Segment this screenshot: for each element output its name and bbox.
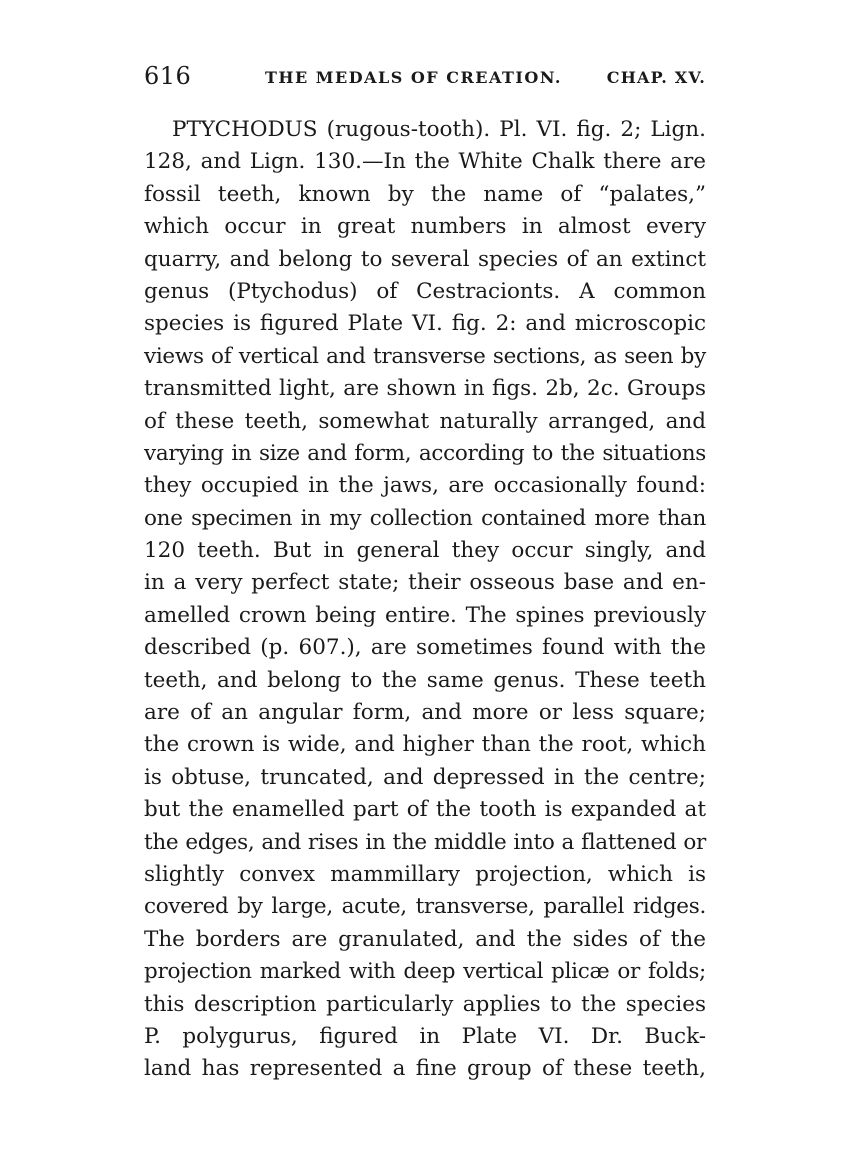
text-line: in a very perfect state; their osseous base and en- [144,570,706,596]
running-title: THE MEDALS OF CREATION. [265,68,562,87]
text-line: The borders are granulated, and the sides of the [144,926,706,952]
text-line: 128, and Lign. 130.—In the White Chalk there are [144,149,706,175]
text-line: one specimen in my collection contained more than [144,505,706,531]
text-line: covered by large, acute, transverse, parallel ridges. [144,894,706,920]
text-line: the edges, and rises in the middle into a flattened or [144,829,706,855]
text-line: transmitted light, are shown in figs. 2b, 2c. Groups [144,376,706,402]
text-line: land has represented a fine group of these teeth, [144,1056,706,1082]
text-line: slightly convex mammillary projection, which is [144,861,706,887]
text-line: amelled crown being entire. The spines previously [144,602,706,628]
text-line: is obtuse, truncated, and depressed in the centre; [144,764,706,790]
text-line: projection marked with deep vertical plicæ or folds; [144,959,706,985]
text-line: PTYCHODUS (rugous-tooth). Pl. VI. fig. 2; Lign. [172,117,706,142]
text-line: P. polygurus, figured in Plate VI. Dr. Buck- [144,1023,706,1049]
text-line: this description particularly applies to the species [144,991,706,1017]
body-paragraph [144,114,706,1086]
running-head [144,62,706,94]
text-line: varying in size and form, according to the situations [144,440,706,466]
text-line: which occur in great numbers in almost every [144,214,706,240]
text-line: genus (Ptychodus) of Cestracionts. A common [144,278,706,304]
text-line: the crown is wide, and higher than the root, which [144,732,706,758]
text-line: species is figured Plate VI. fig. 2: and microscopic [144,311,706,337]
text-line: of these teeth, somewhat naturally arranged, and [144,408,706,434]
text-line: views of vertical and transverse sections, as seen by [144,343,706,369]
page-number: 616 [144,62,192,90]
text-line: 120 teeth. But in general they occur singly, and [144,538,706,564]
text-line: quarry, and belong to several species of an extinct [144,246,706,272]
text-line: fossil teeth, known by the name of “palates,” [144,181,706,207]
chapter-label: CHAP. XV. [606,68,706,87]
text-line: but the enamelled part of the tooth is expanded at [144,797,706,823]
text-line: are of an angular form, and more or less square; [144,700,706,726]
text-line: teeth, and belong to the same genus. These teeth [144,667,706,693]
text-line: they occupied in the jaws, are occasionally found: [144,473,706,499]
text-line: described (p. 607.), are sometimes found with the [144,635,706,661]
